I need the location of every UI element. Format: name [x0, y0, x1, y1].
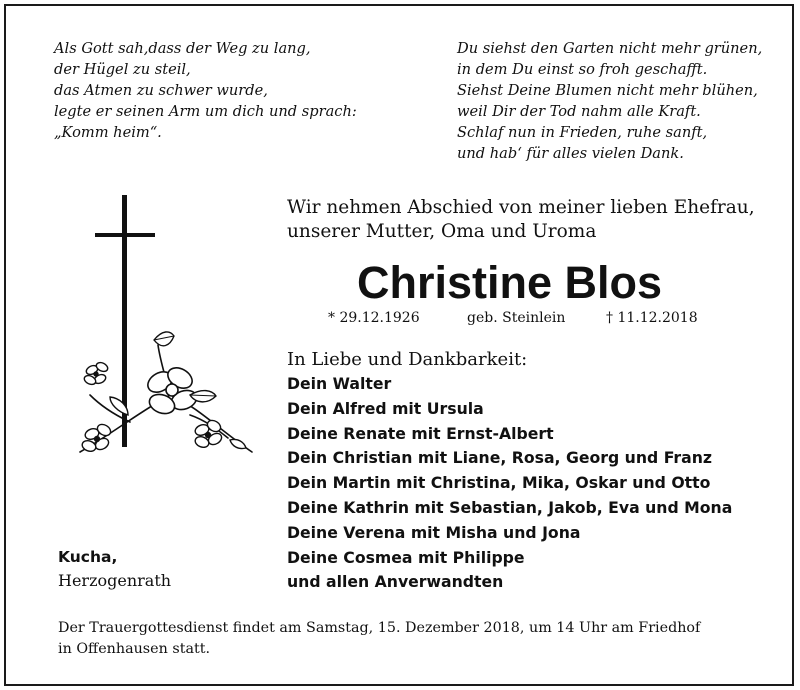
- mourner-item: Deine Kathrin mit Sebastian, Jakob, Eva und Mona: [287, 497, 733, 517]
- poem-right-line: Du siehst den Garten nicht mehr grünen,: [457, 40, 763, 57]
- poem-left-line: der Hügel zu steil,: [54, 61, 191, 78]
- service-line: Der Trauergottesdienst findet am Samstag, 15. Dezember 2018, um 14 Uhr am Friedhof: [58, 620, 701, 636]
- mourner-item: Deine Cosmea mit Philippe: [287, 547, 525, 567]
- mourners-list: [287, 372, 732, 595]
- signoff-heading: In Liebe und Dankbarkeit:: [287, 349, 528, 370]
- mourner-item: Deine Renate mit Ernst-Albert: [287, 423, 554, 443]
- cross-with-flowers-icon: [70, 190, 270, 480]
- mourner-item: Dein Alfred mit Ursula: [287, 398, 484, 418]
- poem-right: [457, 38, 762, 164]
- maiden-name: geb. Steinlein: [467, 310, 566, 326]
- poem-left-line: „Komm heim“.: [54, 124, 162, 141]
- mourner-item: und allen Anverwandten: [287, 572, 504, 592]
- mourner-item: Dein Christian mit Liane, Rosa, Georg und Franz: [287, 448, 713, 468]
- mourner-item: Dein Martin mit Christina, Mika, Oskar und Otto: [287, 473, 711, 493]
- intro-line: Wir nehmen Abschied von meiner lieben Ehefrau,: [287, 197, 755, 218]
- poem-right-line: weil Dir der Tod nahm alle Kraft.: [457, 103, 701, 120]
- poem-left: [54, 38, 357, 143]
- poem-left-line: Als Gott sah,dass der Weg zu lang,: [54, 40, 311, 57]
- service-notice: [58, 618, 700, 660]
- intro-text: [287, 196, 755, 244]
- poem-right-line: in dem Du einst so froh geschafft.: [457, 61, 708, 78]
- intro-line: unserer Mutter, Oma und Uroma: [287, 221, 597, 242]
- poem-right-line: Siehst Deine Blumen nicht mehr blühen,: [457, 82, 758, 99]
- deceased-name: Christine Blos: [356, 257, 663, 308]
- poem-left-line: legte er seinen Arm um dich und sprach:: [54, 103, 357, 120]
- place-main: Kucha,: [58, 548, 118, 566]
- poem-right-line: und hab‘ für alles vielen Dank.: [457, 145, 684, 162]
- mourner-item: Dein Walter: [287, 374, 392, 393]
- poem-left-line: das Atmen zu schwer wurde,: [54, 82, 268, 99]
- birth-date: * 29.12.1926: [328, 310, 420, 326]
- place-sub: Herzogenrath: [58, 571, 172, 590]
- mourner-item: Deine Verena mit Misha und Jona: [287, 522, 581, 542]
- service-line: in Offenhausen statt.: [58, 641, 211, 657]
- death-date: † 11.12.2018: [606, 310, 698, 326]
- poem-right-line: Schlaf nun in Frieden, ruhe sanft,: [457, 124, 708, 141]
- place-block: [58, 546, 171, 592]
